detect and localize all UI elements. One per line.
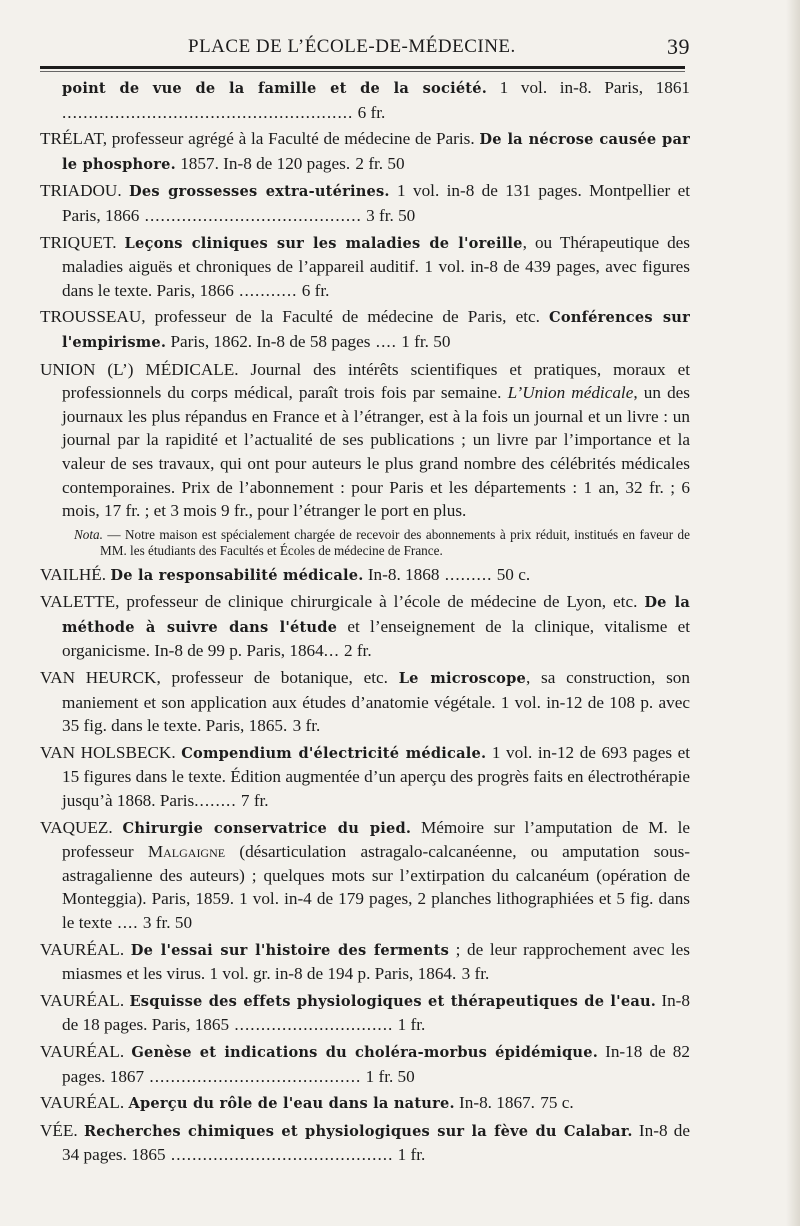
catalog-entry: [40, 358, 690, 523]
header-rule: [40, 66, 685, 72]
catalog-entry: [40, 816, 690, 935]
entry-price: 6 fr.: [297, 280, 330, 300]
entry-details: 1 vol. in-8 de 131 pages. Montpellier et Paris, 1866: [62, 181, 691, 225]
entry-price: 2 fr. 50: [355, 153, 405, 173]
entry-author: TRIQUET.: [40, 232, 117, 252]
entry-leader-dots: ....: [370, 331, 397, 351]
nota-label: Nota.: [74, 526, 103, 542]
entry-leader-dots: ..............................: [229, 1015, 394, 1035]
catalog-entry: [40, 1091, 690, 1116]
entry-author: UNION (L’) MÉDICALE.: [40, 359, 239, 379]
entry-leader-dots: ..........................................: [165, 1145, 394, 1165]
entry-author-desc: [122, 181, 129, 200]
entry-author: VAURÉAL.: [40, 939, 125, 959]
entry-details: 1857. In-8 de 120 pages.: [175, 153, 351, 173]
catalog-entry: [40, 590, 690, 663]
catalog-entry: [40, 179, 690, 227]
entry-author: VÉE.: [40, 1120, 78, 1140]
entry-leader-dots: ........................................: [144, 1066, 362, 1086]
entry-price: 2 fr.: [339, 641, 372, 661]
entry-details: 1 vol. in-8. Paris, 1861: [487, 78, 691, 97]
catalog-entry: [40, 989, 690, 1037]
entry-title: Chirurgie conservatrice du pied.: [122, 819, 412, 837]
entry-author: VAURÉAL.: [40, 1041, 125, 1061]
catalog-entry: [40, 76, 690, 124]
entry-price: 1 fr. 50: [396, 331, 451, 351]
entry-title: De la responsabilité médicale.: [110, 566, 364, 584]
entry-title: Des grossesses extra-utérines.: [129, 183, 390, 201]
catalog-entry: [40, 1040, 690, 1088]
catalog-entry: [40, 938, 690, 986]
entry-details: In-8. 1867.: [454, 1093, 535, 1113]
page-edge-shadow: [786, 0, 800, 1226]
entry-price: 3 fr. 50: [138, 913, 193, 932]
entry-details: In-8 de 18 pages. Paris, 1865: [62, 990, 690, 1035]
entry-author: VALETTE: [40, 592, 116, 612]
entry-details: , ou Thérapeutique des maladies aiguës et chroniques de l’appareil auditif. 1 vol. in-8 de 439 pages, avec figures dans le texte. Paris, 1866: [62, 232, 690, 300]
entry-author: VAILHÉ.: [40, 564, 107, 584]
entry-price: 1 fr.: [393, 1145, 426, 1165]
entry-price: 3 fr.: [288, 716, 321, 736]
entry-details-pre: Mémoire sur l’amputation de M. le professeur: [62, 817, 690, 862]
entry-author-desc: , professeur de la Faculté de médecine de Paris, etc.: [141, 307, 550, 327]
entry-price: 3 fr.: [461, 964, 490, 984]
entry-leader-dots: .........: [439, 564, 493, 584]
entry-title: Leçons cliniques sur les maladies de l'oreille: [124, 234, 523, 252]
entry-details: et l’enseignement de la clinique, vitalisme et organicisme. In-8 de 99 p. Paris, 1864: [62, 616, 690, 661]
entry-price: 7 fr.: [236, 791, 269, 811]
entry-smallcaps-name: Malgaigne: [147, 842, 226, 862]
entry-title: Esquisse des effets physiologiques et thérapeutiques de l'eau.: [129, 992, 657, 1010]
entry-price: 75 c.: [540, 1093, 574, 1113]
entry-details: 1 vol. in-12 de 693 pages et 15 figures dans le texte. Édition augmentée d’un aperçu des progrès faits en électrothérapie jusqu’à 1868. Paris: [62, 742, 690, 811]
catalog-entry: [40, 127, 690, 176]
page-number: 39: [667, 34, 690, 59]
entry-details: (désarticulation astragalo-calcanéenne, ou amputation sous-astragalienne des auteurs) ; quelques mots sur l’extirpation du calcanéum (opération de Monteggia). Paris, 1859. 1 vol. in-4 de 179 pages, 2 planches lithographiées et 5 fig. dans le texte: [62, 842, 690, 932]
entry-leader-dots: .........................................: [139, 205, 362, 225]
entry-author: TRIADOU.: [40, 181, 122, 201]
entry-author: TROUSSEAU: [40, 307, 142, 327]
header-rule-thick: [40, 66, 685, 69]
entry-leader-dots: ....: [112, 913, 139, 932]
nota-text: — Notre maison est spécialement chargée de recevoir des abonnements à prix réduit, institués en faveur de MM. les étudiants des Facultés et Écoles de médecine de France.: [100, 526, 690, 558]
entry-leader-dots: ...: [323, 641, 340, 661]
catalog-entry: [40, 563, 690, 588]
entry-details: , un des journaux les plus répandus en France et à l’étranger, est à la fois un journal et un livre : un journal par la rapidité et l’actualité de ses publications ; un livre par l’importance et la valeur de ses travaux, qui ont pour auteurs le plus grand nombre des célébrités médicales contemporaines. Prix de l’abonnement : pour Paris et les départements : 1 an, 32 fr. ; 6 mois, 17 fr. ; et 3 mois 9 fr., pour l’étranger le port en plus.: [62, 383, 690, 521]
header-rule-thin: [40, 71, 685, 72]
entry-italic-title: L’Union médicale: [507, 383, 634, 403]
entry-details: , sa construction, son maniement et son application aux études d’anatomie végétale. 1 vol. in-12 de 108 p. avec 35 fig. dans le texte. Paris, 1865: [62, 668, 690, 736]
entry-details: ; de leur rapprochement avec les miasmes et les virus. 1 vol. gr. in-8 de 194 p. Paris, 1864.: [62, 939, 690, 984]
entry-leader-dots: ........: [194, 791, 237, 811]
entry-leader-dots: .: [283, 716, 289, 736]
entry-author-desc: Journal des intérêts scientifiques et pratiques, moraux et professionnels du corps médical, paraît trois fois par semaine.: [62, 359, 690, 403]
entry-price: 50 c.: [492, 564, 531, 584]
entry-title: Compendium d'électricité médicale.: [181, 744, 487, 762]
entry-title: Le microscope: [398, 670, 526, 688]
entry-author: VAN HEURCK: [40, 668, 157, 688]
entry-author: VAURÉAL.: [40, 1093, 125, 1113]
entry-price: 3 fr. 50: [361, 205, 416, 225]
entry-title: De la nécrose causée par le phosphore.: [62, 131, 691, 173]
entry-details: In-18 de 82 pages. 1867: [62, 1041, 690, 1086]
entry-author-desc: , professeur de botanique, etc.: [156, 668, 399, 688]
entry-author-desc: , professeur agrégé à la Faculté de médecine de Paris.: [102, 129, 480, 149]
entry-details: Paris, 1862. In-8 de 58 pages: [166, 331, 371, 351]
entry-author: VAQUEZ.: [40, 817, 113, 837]
entry-title: Conférences sur l'empirisme.: [62, 309, 690, 351]
entry-author: VAN HOLSBECK.: [40, 742, 176, 762]
entry-author: TRÉLAT: [40, 129, 103, 149]
entry-author-desc: [113, 818, 123, 837]
entry-leader-dots: .......................................................: [62, 102, 354, 122]
entry-title: Recherches chimiques et physiologiques sur la fève du Calabar.: [83, 1122, 633, 1140]
running-header: [40, 34, 690, 64]
entry-author-desc: , professeur de clinique chirurgicale à l’école de médecine de Lyon, etc.: [115, 592, 645, 612]
catalog-entry: [40, 305, 690, 354]
catalog-entry: [40, 231, 690, 303]
entry-details: In-8. 1868: [363, 564, 440, 584]
catalog-entry: [40, 666, 690, 738]
entry-title: De la méthode à suivre dans l'étude: [62, 594, 690, 636]
entry-details: In-8 de 34 pages. 1865: [62, 1120, 691, 1165]
entry-leader-dots: ...........: [233, 280, 298, 300]
catalog-entry: [40, 1119, 690, 1167]
entry-author-desc: [124, 940, 131, 959]
entry-title: Genèse et indications du choléra-morbus épidémique.: [131, 1043, 598, 1061]
entry-price: 1 fr. 50: [361, 1066, 415, 1086]
entry-author-desc: [117, 233, 125, 252]
entry-title: point de vue de la famille et de la société.: [62, 80, 488, 97]
entry-price: 6 fr.: [353, 102, 386, 122]
catalog-entry: [40, 741, 690, 813]
entry-price: 1 fr.: [393, 1015, 426, 1035]
header-title: PLACE DE L’ÉCOLE-DE-MÉDECINE.: [188, 36, 516, 57]
nota-note: [40, 527, 690, 559]
entry-title: De l'essai sur l'histoire des ferments: [130, 941, 450, 959]
catalog-body: [40, 76, 690, 1170]
entry-author: VAURÉAL.: [40, 990, 125, 1010]
entry-title: Aperçu du rôle de l'eau dans la nature.: [128, 1095, 455, 1113]
